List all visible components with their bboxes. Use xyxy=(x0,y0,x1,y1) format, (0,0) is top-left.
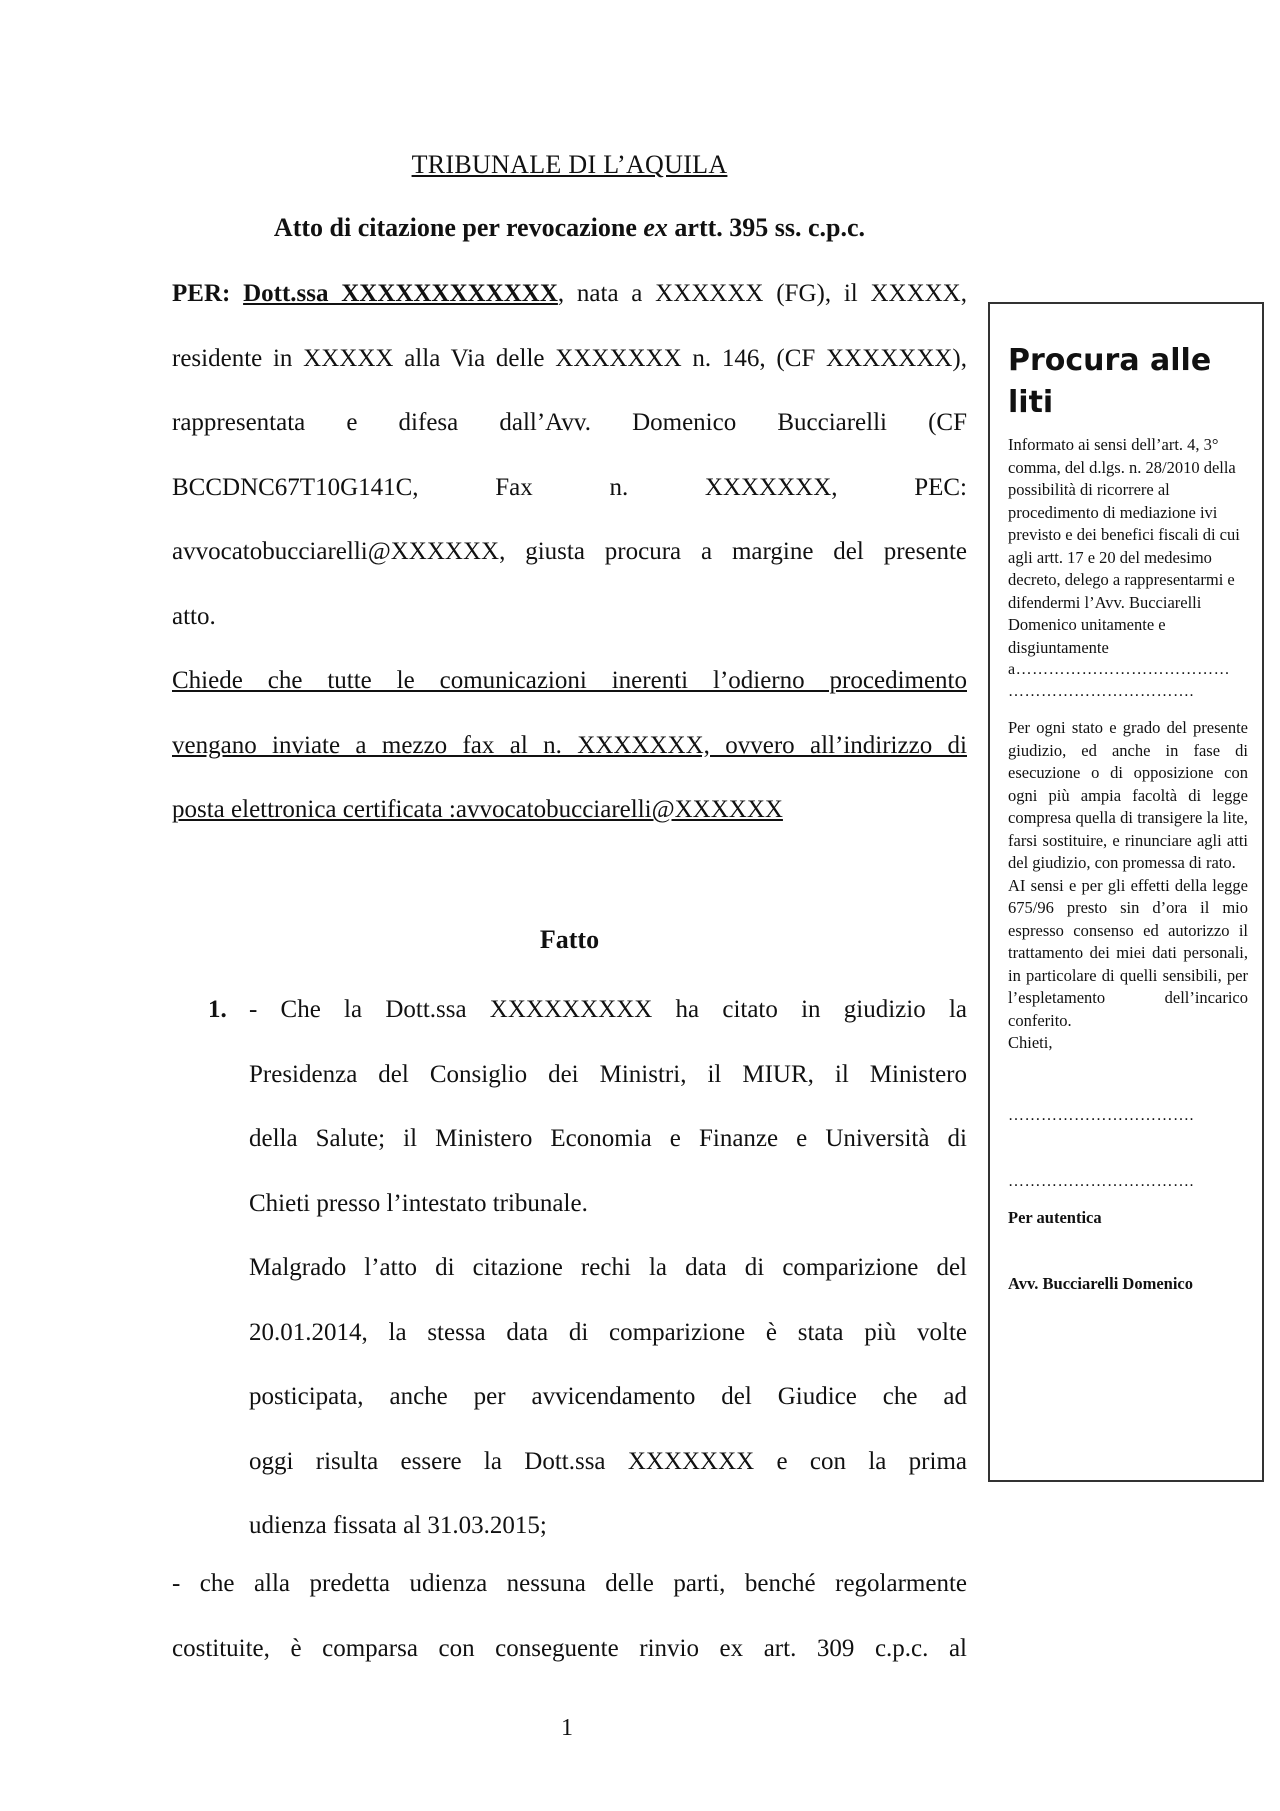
request-line: Chiede che tutte le comunicazioni inerenti l’odierno procedimento xyxy=(172,667,967,694)
procura-dots: ……………………………. xyxy=(1008,683,1194,700)
party-line: rappresentata e difesa dall’Avv. Domenico Bucciarelli (CF xyxy=(172,409,967,436)
tail-line: costituite, è comparsa con conseguente rinvio ex art. 309 c.p.c. al xyxy=(172,1634,967,1662)
item-line: della Salute; il Ministero Economia e Finanze e Università di xyxy=(249,1125,967,1152)
item-line: Malgrado l’atto di citazione rechi la data di comparizione del xyxy=(249,1254,967,1281)
procura-intro: Informato ai sensi dell’art. 4, 3° comma, del d.lgs. n. 28/2010 della possibilità di ricorrere al procedimento di mediazione ivi previsto e dei benefici fiscali di cui agli artt. 17 e 20 del medesimo decreto, delego a rappresentarmi e difendermi l’Avv. Bucciarelli Domenico unitamente e disgiuntamente xyxy=(1008,435,1240,657)
tail-line: - che alla predetta udienza nessuna delle parti, benché regolarmente xyxy=(172,1570,967,1597)
page-number: 1 xyxy=(561,1715,573,1741)
signature-line: ……………………………. xyxy=(1008,1106,1194,1124)
lawyer-name: Avv. Bucciarelli Domenico xyxy=(1008,1273,1193,1293)
party-line: residente in XXXXX alla Via delle XXXXXXX n. 146, (CF XXXXXXX), xyxy=(172,344,967,372)
request-line: vengano inviate a mezzo fax al n. XXXXXXX, ovvero all’indirizzo di xyxy=(172,731,967,759)
party-line: atto. xyxy=(172,602,216,630)
item-line: posticipata, anche per avvicendamento del Giudice che ad xyxy=(249,1383,967,1410)
authentication-label: Per autentica xyxy=(1008,1207,1102,1227)
subject-suffix: artt. 395 ss. c.p.c. xyxy=(667,213,866,242)
document-subject xyxy=(172,213,967,243)
per-label: PER: xyxy=(172,280,231,307)
item-line: Presidenza del Consiglio dei Ministri, il MIUR, il Ministero xyxy=(249,1060,967,1088)
procura-box xyxy=(988,302,1264,1482)
item-line: 20.01.2014, la stessa data di comparizione è stata più volte xyxy=(249,1318,967,1346)
procura-mandate: Per ogni stato e grado del presente giudizio, ed anche in fase di esecuzione o di opposizione con ogni più ampia facoltà di legge compresa quella di transigere la lite, farsi sostituire, e rinunciare agli atti del giudizio, con promessa di rato. xyxy=(1008,718,1248,872)
item-line: - Che la Dott.ssa XXXXXXXXX ha citato in giudizio la xyxy=(249,996,967,1023)
signature-line: ……………………………. xyxy=(1008,1172,1194,1190)
fatto-continuation xyxy=(172,1552,967,1681)
procura-privacy: AI sensi e per gli effetti della legge 675/96 presto sin d’ora il mio espresso consenso ed autorizzo il trattamento dei miei dati personali, in particolare di quelli sensibili, per l’espletamento dell’incarico conferito. xyxy=(1008,875,1248,1030)
item-line: oggi risulta essere la Dott.ssa XXXXXXX e con la prima xyxy=(249,1447,967,1475)
party-section xyxy=(172,262,967,843)
party-name: Dott.ssa XXXXXXXXXXXX xyxy=(243,280,558,307)
party-line: BCCDNC67T10G141C, Fax n. XXXXXXX, PEC: xyxy=(172,473,967,501)
item-line: Chieti presso l’intestato tribunale. xyxy=(249,1189,588,1217)
court-title: TRIBUNALE DI L’AQUILA xyxy=(411,150,728,179)
fatto-item xyxy=(249,978,967,1559)
subject-italic: ex xyxy=(643,213,668,242)
item-number: 1. xyxy=(208,996,227,1023)
request-line-text: posta elettronica certificata :avvocatobucciarelli@XXXXXX xyxy=(172,796,783,823)
item-line: udienza fissata al 31.03.2015; xyxy=(249,1512,547,1539)
fatto-heading: Fatto xyxy=(539,925,600,954)
procura-place: Chieti, xyxy=(1008,1033,1053,1052)
procura-dots: a………………………………… xyxy=(1008,661,1231,678)
request-line xyxy=(172,778,967,843)
party-line: , nata a XXXXXX (FG), il XXXXX, xyxy=(557,280,967,307)
subject-prefix: Atto di citazione per revocazione xyxy=(273,213,644,242)
party-line: avvocatobucciarelli@XXXXXX, giusta procura a margine del presente xyxy=(172,538,967,565)
procura-title: Procura alle liti xyxy=(1008,343,1212,420)
